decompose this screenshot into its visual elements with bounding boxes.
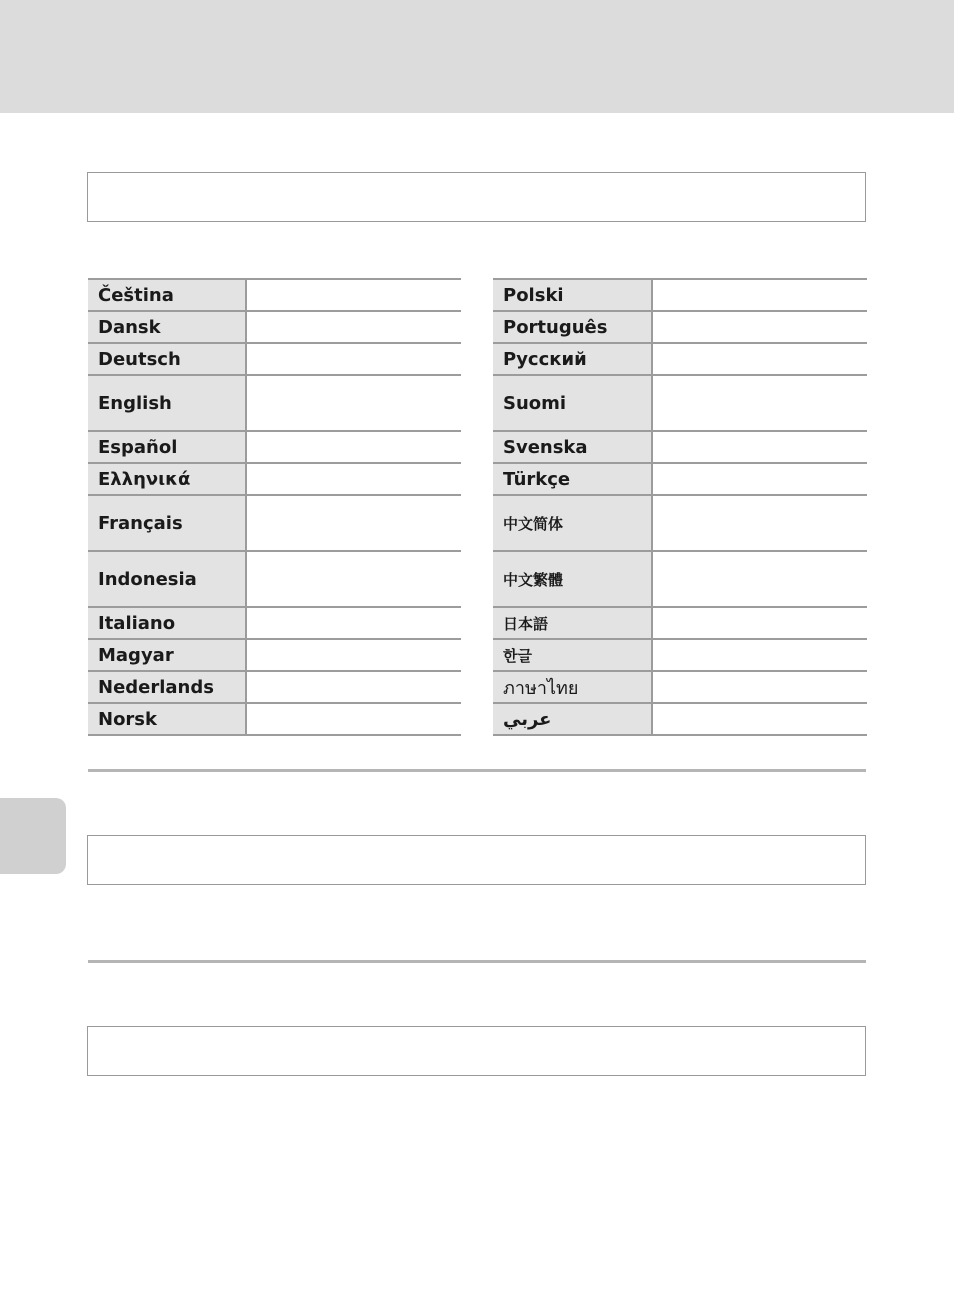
language-option[interactable]: ภาษาไทย bbox=[493, 671, 652, 703]
language-description bbox=[652, 343, 867, 375]
language-row[interactable] bbox=[493, 279, 867, 311]
language-description bbox=[246, 279, 461, 311]
language-option[interactable]: Français bbox=[88, 495, 246, 551]
language-row[interactable] bbox=[88, 495, 461, 551]
language-description bbox=[246, 311, 461, 343]
language-description bbox=[652, 551, 867, 607]
language-description bbox=[652, 279, 867, 311]
language-option[interactable]: Indonesia bbox=[88, 551, 246, 607]
language-row[interactable] bbox=[493, 463, 867, 495]
language-table-left bbox=[88, 278, 461, 736]
language-option[interactable]: عربي bbox=[493, 703, 652, 735]
language-description bbox=[652, 639, 867, 671]
language-option[interactable]: Svenska bbox=[493, 431, 652, 463]
language-option[interactable]: Polski bbox=[493, 279, 652, 311]
language-row[interactable] bbox=[493, 375, 867, 431]
language-row[interactable] bbox=[88, 639, 461, 671]
language-description bbox=[652, 671, 867, 703]
language-description bbox=[246, 463, 461, 495]
language-option[interactable]: 中文简体 bbox=[493, 495, 652, 551]
language-row[interactable] bbox=[88, 343, 461, 375]
language-table-right bbox=[493, 278, 867, 736]
language-row[interactable] bbox=[493, 639, 867, 671]
language-row[interactable] bbox=[493, 311, 867, 343]
language-description bbox=[246, 607, 461, 639]
language-description bbox=[652, 311, 867, 343]
language-description bbox=[246, 495, 461, 551]
language-row[interactable] bbox=[88, 671, 461, 703]
language-description bbox=[652, 431, 867, 463]
language-description bbox=[652, 463, 867, 495]
language-row[interactable] bbox=[493, 703, 867, 735]
language-row[interactable] bbox=[88, 431, 461, 463]
page-header-band bbox=[0, 0, 954, 113]
language-option[interactable]: Norsk bbox=[88, 703, 246, 735]
language-option[interactable]: English bbox=[88, 375, 246, 431]
language-option[interactable]: Português bbox=[493, 311, 652, 343]
language-option[interactable]: Español bbox=[88, 431, 246, 463]
language-option[interactable]: Italiano bbox=[88, 607, 246, 639]
menu-caption-box-3 bbox=[87, 1026, 866, 1076]
language-row[interactable] bbox=[493, 495, 867, 551]
language-description bbox=[246, 343, 461, 375]
language-option[interactable]: Suomi bbox=[493, 375, 652, 431]
language-option[interactable]: Magyar bbox=[88, 639, 246, 671]
language-row[interactable] bbox=[88, 279, 461, 311]
language-row[interactable] bbox=[88, 311, 461, 343]
section-divider bbox=[88, 769, 866, 772]
language-option[interactable]: Türkçe bbox=[493, 463, 652, 495]
language-row[interactable] bbox=[493, 607, 867, 639]
language-row[interactable] bbox=[88, 375, 461, 431]
language-description bbox=[246, 703, 461, 735]
language-description bbox=[652, 607, 867, 639]
language-row[interactable] bbox=[493, 431, 867, 463]
language-option[interactable]: Русский bbox=[493, 343, 652, 375]
section-side-tab bbox=[0, 798, 66, 874]
language-option[interactable]: Dansk bbox=[88, 311, 246, 343]
language-row[interactable] bbox=[493, 551, 867, 607]
language-option[interactable]: Čeština bbox=[88, 279, 246, 311]
language-description bbox=[246, 639, 461, 671]
menu-caption-box-1 bbox=[87, 172, 866, 222]
language-description bbox=[246, 551, 461, 607]
language-description bbox=[652, 495, 867, 551]
language-row[interactable] bbox=[88, 703, 461, 735]
language-description bbox=[652, 375, 867, 431]
language-row[interactable] bbox=[88, 551, 461, 607]
language-description bbox=[246, 431, 461, 463]
language-option[interactable]: 한글 bbox=[493, 639, 652, 671]
menu-caption-box-2 bbox=[87, 835, 866, 885]
language-option[interactable]: 中文繁體 bbox=[493, 551, 652, 607]
language-option[interactable]: 日本語 bbox=[493, 607, 652, 639]
language-option[interactable]: Nederlands bbox=[88, 671, 246, 703]
language-row[interactable] bbox=[88, 607, 461, 639]
language-row[interactable] bbox=[493, 671, 867, 703]
language-description bbox=[246, 671, 461, 703]
section-divider bbox=[88, 960, 866, 963]
language-description bbox=[652, 703, 867, 735]
language-option[interactable]: Ελληνικά bbox=[88, 463, 246, 495]
language-description bbox=[246, 375, 461, 431]
language-row[interactable] bbox=[88, 463, 461, 495]
language-option[interactable]: Deutsch bbox=[88, 343, 246, 375]
language-row[interactable] bbox=[493, 343, 867, 375]
